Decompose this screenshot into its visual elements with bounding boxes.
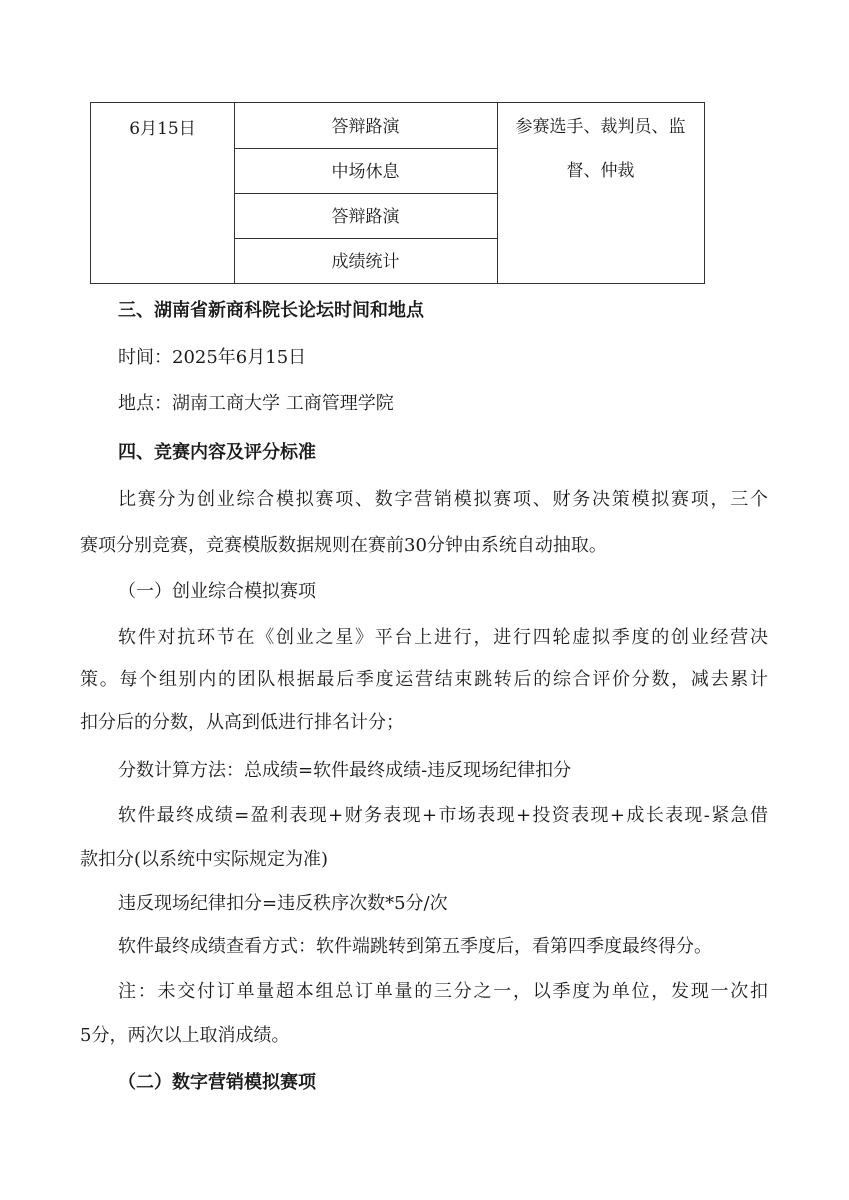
- paragraph-line: 软件最终成绩查看方式：软件端跳转到第五季度后，看第四季度最终得分。: [118, 936, 712, 957]
- table-divider: [234, 193, 497, 194]
- table-divider: [234, 238, 497, 239]
- paragraph-line: 比赛分为创业综合模拟赛项、数字营销模拟赛项、财务决策模拟赛项，三个: [118, 489, 768, 510]
- table-cell-activity: 答辩路演: [331, 117, 400, 137]
- paragraph-line: 违反现场纪律扣分=违反秩序次数*5分/次: [118, 893, 448, 914]
- table-cell-activity: 答辩路演: [331, 207, 400, 227]
- table-cell-participants: 参赛选手、裁判员、监: [515, 117, 686, 137]
- section-heading: 四、竞赛内容及评分标准: [118, 442, 316, 463]
- paragraph-line: 地点：湖南工商大学 工商管理学院: [118, 393, 394, 414]
- table-cell-participants: 督、仲裁: [566, 161, 635, 181]
- section-heading: 三、湖南省新商科院长论坛时间和地点: [118, 300, 424, 321]
- paragraph-line: 注：未交付订单量超本组总订单量的三分之一，以季度为单位，发现一次扣: [118, 981, 768, 1002]
- paragraph-line: 款扣分(以系统中实际规定为准): [80, 849, 329, 870]
- schedule-table: [90, 102, 705, 284]
- table-cell-activity: 中场休息: [331, 162, 400, 182]
- table-divider: [234, 148, 497, 149]
- paragraph-line: 软件最终成绩=盈利表现+财务表现+市场表现+投资表现+成长表现-紧急借: [118, 805, 768, 826]
- paragraph-line: 时间：2025年6月15日: [118, 347, 307, 368]
- paragraph-line: 软件对抗环节在《创业之星》平台上进行，进行四轮虚拟季度的创业经营决: [118, 627, 768, 648]
- subsection-heading: （二）数字营销模拟赛项: [118, 1072, 316, 1093]
- subsection-heading: （一）创业综合模拟赛项: [118, 581, 316, 602]
- paragraph-line: 扣分后的分数，从高到低进行排名计分；: [80, 712, 404, 733]
- table-cell-activity: 成绩统计: [331, 252, 400, 272]
- table-cell-date: 6月15日: [129, 119, 196, 139]
- paragraph-line: 策。每个组别内的团队根据最后季度运营结束跳转后的综合评价分数，减去累计: [80, 669, 768, 690]
- paragraph-line: 分数计算方法：总成绩=软件最终成绩-违反现场纪律扣分: [118, 760, 572, 781]
- paragraph-line: 5分，两次以上取消成绩。: [80, 1025, 290, 1046]
- paragraph-line: 赛项分别竞赛，竞赛模版数据规则在赛前30分钟由系统自动抽取。: [80, 535, 607, 556]
